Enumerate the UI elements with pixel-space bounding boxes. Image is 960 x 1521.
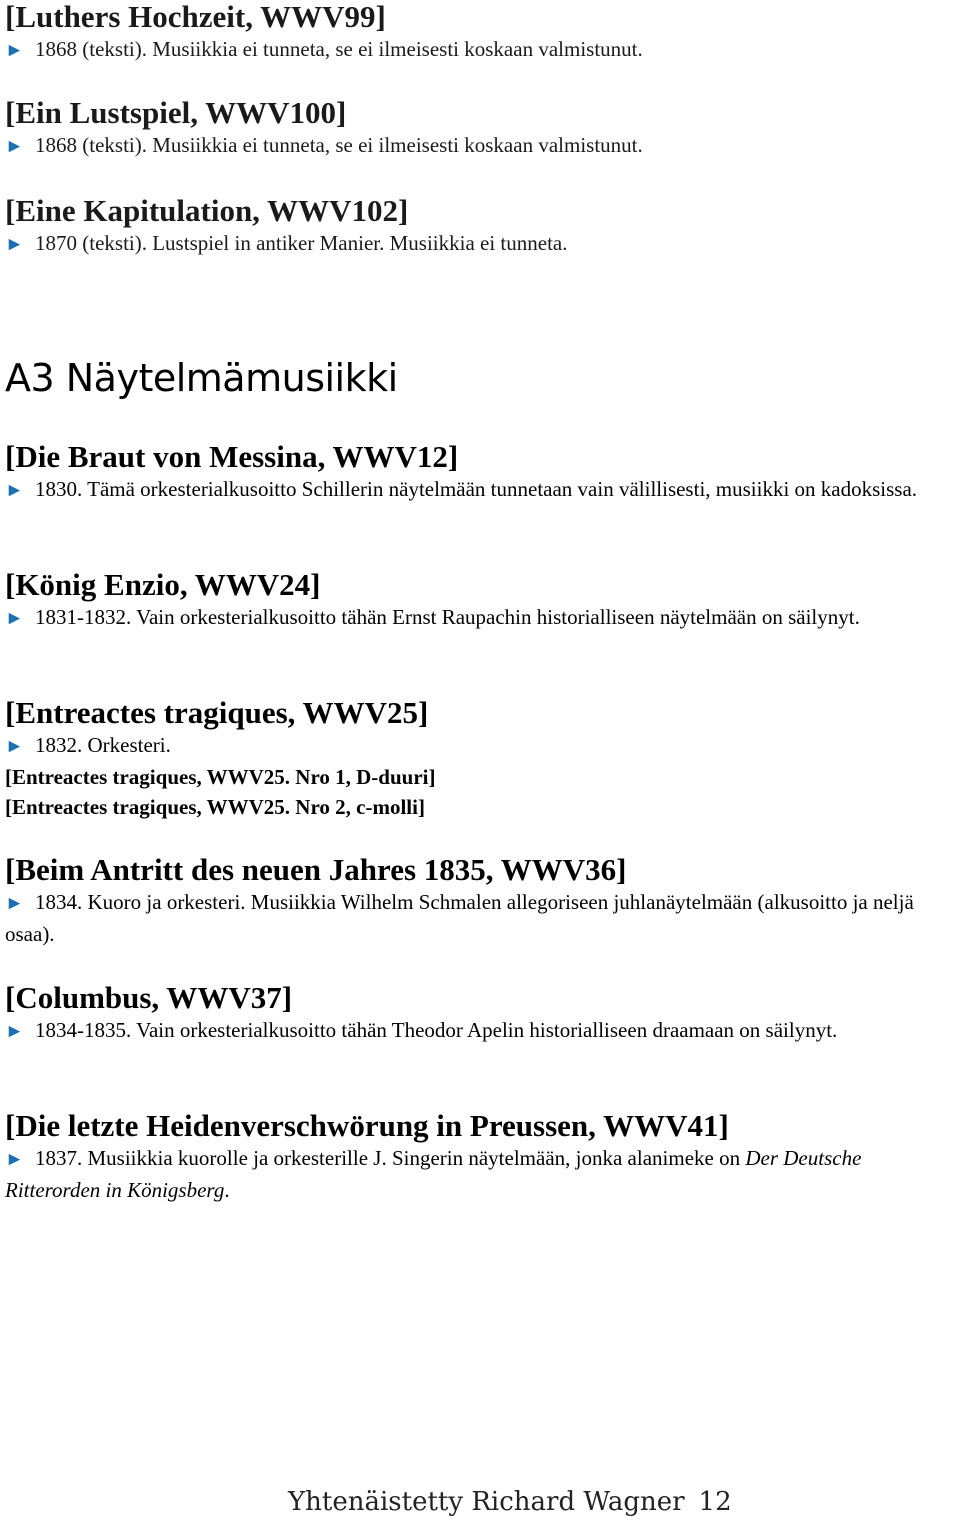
entry-eine-kapitulation <box>5 194 957 260</box>
entry-columbus <box>5 981 957 1047</box>
entry-title: [Entreactes tragiques, WWV25] <box>5 695 429 730</box>
entry-title: [Columbus, WWV37] <box>5 980 293 1015</box>
subtitle-italic: Der Deutsche Ritterorden in Königsberg <box>5 1146 862 1202</box>
entry-title: [Ein Lustspiel, WWV100] <box>5 95 347 130</box>
entry-luthers-hochzeit <box>5 0 957 66</box>
entry-description: ► 1832. Orkesteri. <box>5 730 957 762</box>
bullet-arrow-icon: ► <box>5 608 24 629</box>
entry-title: [Beim Antritt des neuen Jahres 1835, WWV36] <box>5 852 627 887</box>
entry-description: ► 1868 (teksti). Musiikkia ei tunneta, se ei ilmeisesti koskaan valmistunut. <box>5 130 957 162</box>
entry-die-letzte-heidenverschworung <box>5 1109 957 1205</box>
entry-konig-enzio <box>5 568 957 634</box>
entry-title: [König Enzio, WWV24] <box>5 567 321 602</box>
bullet-arrow-icon: ► <box>5 1149 24 1170</box>
entry-entreactes-tragiques <box>5 696 957 822</box>
bullet-arrow-icon: ► <box>5 736 24 757</box>
bullet-arrow-icon: ► <box>5 480 24 501</box>
entry-description: ► 1834-1835. Vain orkesterialkusoitto tähän Theodor Apelin historialliseen draamaan on säilynyt. <box>5 1015 957 1047</box>
entry-title: [Die letzte Heidenverschwörung in Preussen, WWV41] <box>5 1108 729 1143</box>
section-heading: A3 Näytelmämusiikki <box>5 356 398 400</box>
entry-title: [Eine Kapitulation, WWV102] <box>5 193 409 228</box>
entry-description: ► 1831-1832. Vain orkesterialkusoitto tähän Ernst Raupachin historialliseen näytelmään on säilynyt. <box>5 602 957 634</box>
entry-description: ► 1830. Tämä orkesterialkusoitto Schillerin näytelmään tunnetaan vain välillisesti, musiikki on kadoksissa. <box>5 474 957 506</box>
bullet-arrow-icon: ► <box>5 234 24 255</box>
entry-description: ► 1870 (teksti). Lustspiel in antiker Manier. Musiikkia ei tunneta. <box>5 228 957 260</box>
bullet-arrow-icon: ► <box>5 136 24 157</box>
bullet-arrow-icon: ► <box>5 40 24 61</box>
bullet-arrow-icon: ► <box>5 893 24 914</box>
page-number: 12 <box>698 1487 732 1517</box>
footer-title: Yhtenäistetty Richard Wagner <box>288 1487 685 1517</box>
entry-description: ► 1837. Musiikkia kuorolle ja orkesterille J. Singerin näytelmään, jonka alanimeke on Der Deutsche Ritterorden in Königsberg. <box>5 1146 862 1202</box>
page-footer <box>288 1484 732 1520</box>
entry-ein-lustspiel <box>5 96 957 162</box>
entry-subitem: [Entreactes tragiques, WWV25. Nro 1, D-duuri] <box>5 765 436 789</box>
bullet-arrow-icon: ► <box>5 1021 24 1042</box>
entry-title: [Die Braut von Messina, WWV12] <box>5 439 459 474</box>
entry-subitem: [Entreactes tragiques, WWV25. Nro 2, c-molli] <box>5 795 425 819</box>
entry-die-braut-von-messina <box>5 440 957 506</box>
entry-beim-antritt <box>5 853 957 949</box>
entry-description: ► 1868 (teksti). Musiikkia ei tunneta, se ei ilmeisesti koskaan valmistunut. <box>5 34 957 66</box>
entry-title: [Luthers Hochzeit, WWV99] <box>5 0 386 34</box>
entry-description: ► 1834. Kuoro ja orkesteri. Musiikkia Wilhelm Schmalen allegoriseen juhlanäytelmään (alkusoitto ja neljä osaa). <box>5 890 914 946</box>
